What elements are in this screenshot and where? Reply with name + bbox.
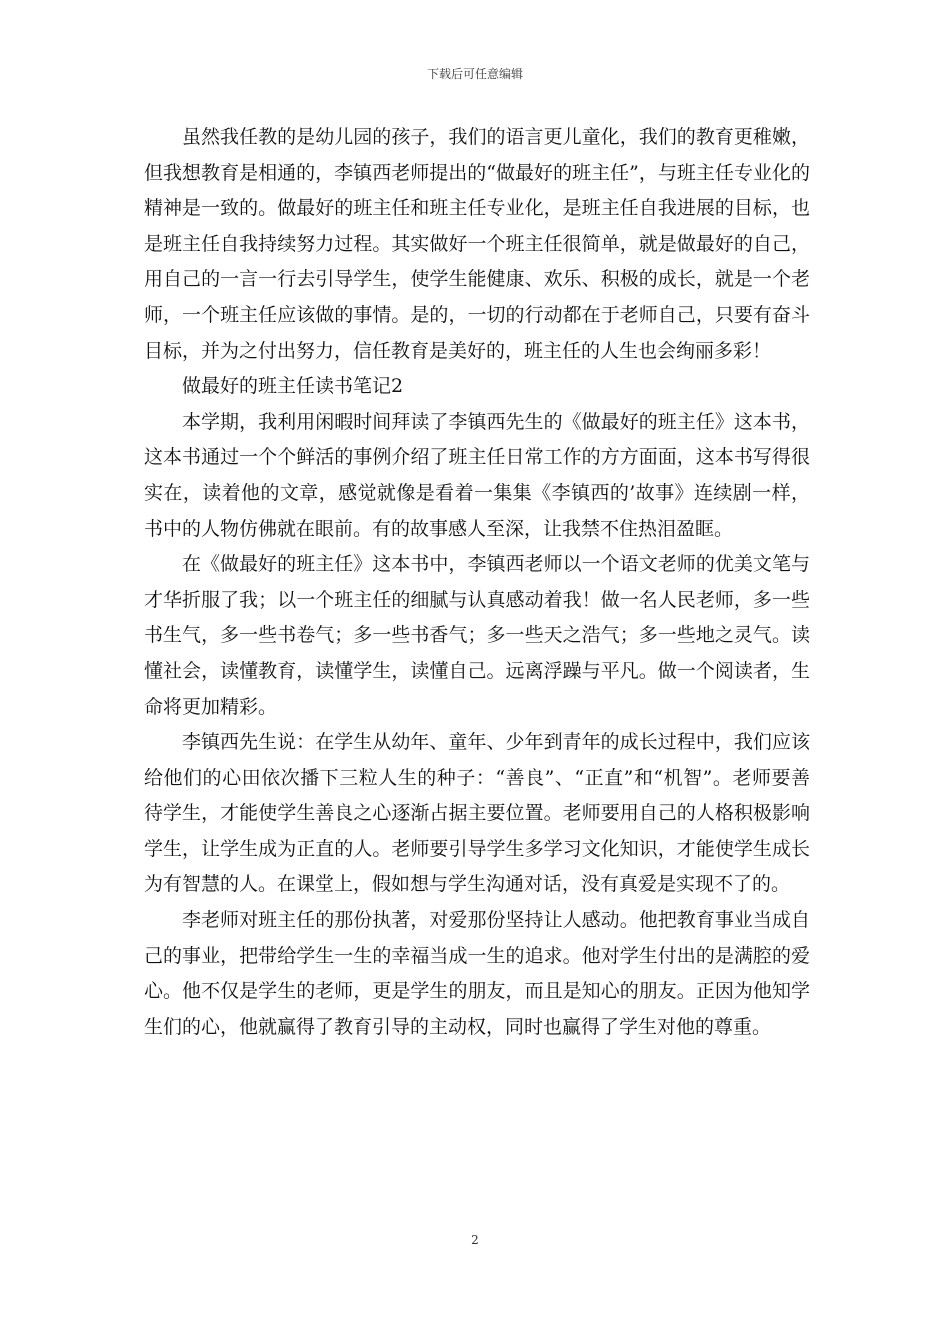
page-header: 下载后可任意编辑 [426,67,523,81]
document-body [144,120,810,1045]
section-title: 做最好的班主任读书笔记2 [182,375,404,398]
paragraph-three-seeds: 李镇西先生说：在学生从幼年、童年、少年到青年的成长过程中，我们应该给他们的心田依次播下三粒人生的种子：“善良”、“正直”和“机智”。老师要善待学生，才能使学生善良之心逐渐占据主要位置。老师要用自己的人格积极影响学生，让学生成为正直的人。老师要引导学生多学习文化知识，才能使学生成长为有智慧的人。在课堂上，假如想与学生沟通对话，没有真爱是实现不了的。 [144,731,810,896]
page-number: 2 [471,1233,479,1247]
paragraph-teacher-dedication: 李老师对班主任的那份执著，对爱那份坚持让人感动。他把教育事业当成自己的事业，把带给学生一生的幸福当成一生的追求。他对学生付出的是满腔的爱心。他不仅是学生的老师，更是学生的朋友，而且是知心的朋友。正因为他知学生们的心，他就赢得了教育引导的主动权，同时也赢得了学生对他的尊重。 [144,909,810,1038]
paragraph-kindergarten-reflection: 虽然我任教的是幼儿园的孩子，我们的语言更儿童化，我们的教育更稚嫩，但我想教育是相通的，李镇西老师提出的“做最好的班主任”，与班主任专业化的精神是一致的。做最好的班主任和班主任专业化，是班主任自我进展的目标，也是班主任自我持续努力过程。其实做好一个班主任很简单，就是做最好的自己，用自己的一言一行去引导学生，使学生能健康、欢乐、积极的成长，就是一个老师，一个班主任应该做的事情。是的，一切的行动都在于老师自己，只要有奋斗目标，并为之付出努力，信任教育是美好的，班主任的人生也会绚丽多彩！ [144,126,810,362]
paragraph-reading-intro: 本学期，我利用闲暇时间拜读了李镇西先生的《做最好的班主任》这本书，这本书通过一个个鲜活的事例介绍了班主任日常工作的方方面面，这本书写得很实在，读着他的文章，感觉就像是看着一集集《李镇西的’故事》连续剧一样，书中的人物仿佛就在眼前。有的故事感人至深，让我禁不住热泪盈眶。 [144,410,810,540]
paragraph-book-impression: 在《做最好的班主任》这本书中，李镇西老师以一个语文老师的优美文笔与才华折服了我；以一个班主任的细腻与认真感动着我！做一名人民老师，多一些书生气，多一些书卷气；多一些书香气；多一些天之浩气；多一些地之灵气。读懂社会，读懂教育，读懂学生，读懂自己。远离浮躁与平凡。做一个阅读者，生命将更加精彩。 [144,553,810,718]
